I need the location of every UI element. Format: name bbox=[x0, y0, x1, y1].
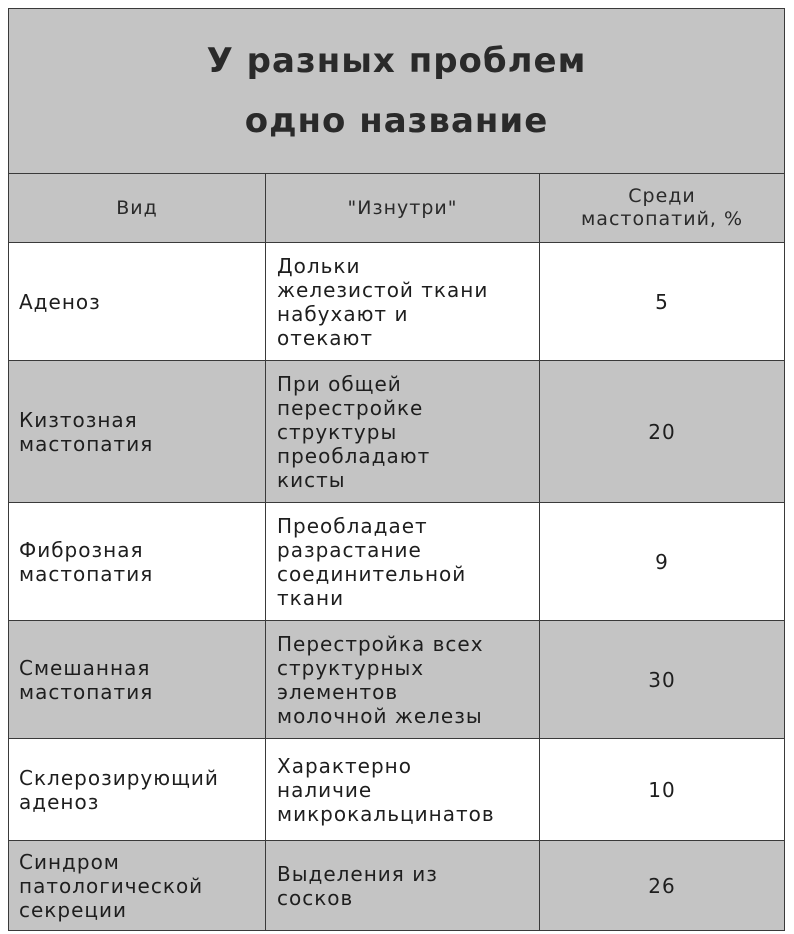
cell-inside-line: Перестройка всех bbox=[277, 631, 484, 656]
title-row bbox=[9, 9, 785, 174]
cell-type-line: аденоз bbox=[19, 789, 100, 814]
cell-inside bbox=[266, 361, 540, 503]
cell-inside-line: При общей bbox=[277, 371, 402, 396]
title-line-1: У разных проблем bbox=[206, 41, 587, 81]
cell-type bbox=[9, 841, 266, 931]
cell-inside bbox=[266, 841, 540, 931]
cell-inside-line: ткани bbox=[277, 585, 345, 610]
cell-type-line: Аденоз bbox=[19, 289, 101, 314]
table-row bbox=[9, 503, 785, 621]
cell-inside bbox=[266, 243, 540, 361]
cell-inside-line: структуры bbox=[277, 419, 398, 444]
cell-inside-line: сосков bbox=[277, 885, 354, 910]
cell-type bbox=[9, 243, 266, 361]
title-line-2: одно название bbox=[244, 101, 549, 141]
cell-type bbox=[9, 621, 266, 739]
header-percent-line-2: мастопатий, % bbox=[580, 208, 744, 230]
header-type: Вид bbox=[9, 174, 266, 243]
cell-type-line: Кизтозная bbox=[19, 407, 138, 432]
cell-inside-line: молочной железы bbox=[277, 703, 483, 728]
header-row bbox=[9, 174, 785, 243]
cell-percent: 26 bbox=[540, 841, 785, 931]
cell-inside-line: перестройке bbox=[277, 395, 424, 420]
cell-inside-line: разрастание bbox=[277, 537, 422, 562]
cell-inside-line: микрокальцинатов bbox=[277, 801, 495, 826]
table-row bbox=[9, 841, 785, 931]
table-row bbox=[9, 243, 785, 361]
cell-percent: 9 bbox=[540, 503, 785, 621]
cell-inside-line: элементов bbox=[277, 679, 399, 704]
cell-inside-line: железистой ткани bbox=[277, 277, 489, 302]
cell-inside-line: Характерно bbox=[277, 753, 412, 778]
cell-percent: 30 bbox=[540, 621, 785, 739]
cell-type bbox=[9, 503, 266, 621]
cell-inside-line: набухают и bbox=[277, 301, 409, 326]
cell-type bbox=[9, 361, 266, 503]
cell-type bbox=[9, 739, 266, 841]
cell-inside-line: наличие bbox=[277, 777, 373, 802]
header-percent-line-1: Среди bbox=[628, 185, 696, 207]
cell-inside-line: кисты bbox=[277, 467, 346, 492]
cell-inside bbox=[266, 621, 540, 739]
header-inside: "Изнутри" bbox=[266, 174, 540, 243]
cell-type-line: Синдром bbox=[19, 849, 120, 874]
cell-type-line: Фиброзная bbox=[19, 537, 144, 562]
mastopathy-table bbox=[8, 8, 785, 931]
cell-type-line: мастопатия bbox=[19, 431, 154, 456]
cell-type-line: секреции bbox=[19, 897, 127, 922]
cell-type-line: мастопатия bbox=[19, 679, 154, 704]
table-row bbox=[9, 739, 785, 841]
table-row bbox=[9, 361, 785, 503]
cell-percent: 20 bbox=[540, 361, 785, 503]
cell-inside-line: соединительной bbox=[277, 561, 467, 586]
cell-inside-line: Дольки bbox=[277, 253, 361, 278]
table-title bbox=[9, 9, 785, 174]
cell-type-line: Смешанная bbox=[19, 655, 151, 680]
cell-inside-line: Преобладает bbox=[277, 513, 428, 538]
cell-inside-line: отекают bbox=[277, 325, 374, 350]
cell-percent: 10 bbox=[540, 739, 785, 841]
table-row bbox=[9, 621, 785, 739]
cell-type-line: мастопатия bbox=[19, 561, 154, 586]
cell-inside-line: структурных bbox=[277, 655, 425, 680]
cell-inside bbox=[266, 503, 540, 621]
cell-inside bbox=[266, 739, 540, 841]
cell-inside-line: преобладают bbox=[277, 443, 431, 468]
header-percent bbox=[540, 174, 785, 243]
cell-inside-line: Выделения из bbox=[277, 861, 438, 886]
cell-type-line: Склерозирующий bbox=[19, 765, 219, 790]
cell-percent: 5 bbox=[540, 243, 785, 361]
cell-type-line: патологической bbox=[19, 873, 204, 898]
